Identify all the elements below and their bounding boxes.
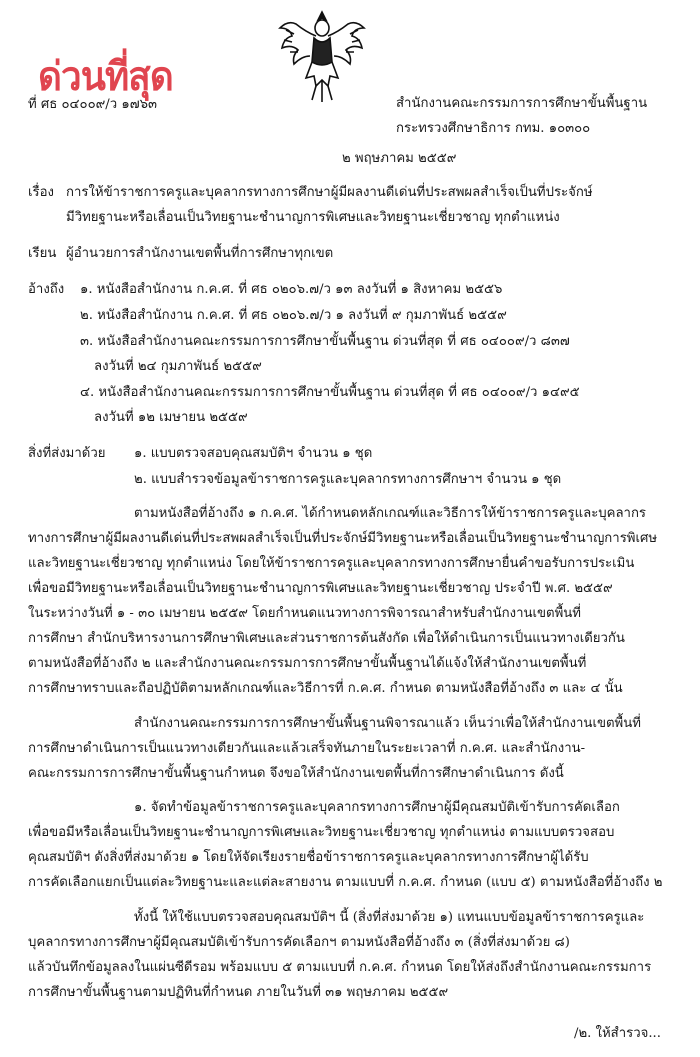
paragraph-line: การศึกษาทราบและถือปฏิบัติตามหลักเกณฑ์และวิธีการที่ ก.ค.ศ. กำหนด ตามหนังสือที่อ้างถึง ๓ และ ๔ นั้น bbox=[28, 681, 623, 696]
paragraph-line: ทั้งนี้ ให้ใช้แบบตรวจสอบคุณสมบัติฯ นี้ (สิ่งที่ส่งมาด้วย ๑) แทนแบบข้อมูลข้าราชการครูและ bbox=[134, 910, 645, 925]
reference-item: ๔. หนังสือสำนักงานคณะกรรมการการศึกษาขั้นพื้นฐาน ด่วนที่สุด ที่ ศธ ๐๔๐๐๙/ว ๑๔๙๕ bbox=[80, 385, 580, 400]
paragraph-line: ในระหว่างวันที่ ๑ - ๓๐ เมษายน ๒๕๕๙ โดยกำหนดแนวทางการพิจารณาสำหรับสำนักงานเขตพื้นที่ bbox=[28, 606, 581, 621]
to-label: เรียน bbox=[28, 246, 57, 261]
paragraph-line: คณะกรรมการการศึกษาขั้นพื้นฐานกำหนด จึงขอให้สำนักงานเขตพื้นที่การศึกษาดำเนินการ ดังนี้ bbox=[28, 766, 564, 781]
document-date: ๒ พฤษภาคม ๒๕๕๙ bbox=[342, 151, 457, 166]
paragraph-line: ตามหนังสือที่อ้างถึง ๒ และสำนักงานคณะกรรมการการศึกษาขั้นพื้นฐานได้แจ้งให้สำนักงานเขตพื้นที่ bbox=[28, 656, 587, 671]
enclosure-item: ๑. แบบตรวจสอบคุณสมบัติฯ จำนวน ๑ ชุด bbox=[134, 446, 373, 461]
paragraph-line: แล้วบันทึกข้อมูลลงในแผ่นซีดีรอม พร้อมแบบ ๕ ตามแบบที่ ก.ค.ศ. กำหนด โดยให้ส่งถึงสำนักงานคณะกรรมการ bbox=[28, 960, 652, 975]
document-number: ที่ ศธ ๐๔๐๐๙/ว ๑๗๖๓ bbox=[28, 97, 157, 112]
paragraph-line: การศึกษา สำนักบริหารงานการศึกษาพิเศษและส่วนราชการต้นสังกัด เพื่อให้ดำเนินการเป็นแนวทางเดียวกัน bbox=[28, 631, 625, 646]
paragraph-line: การศึกษาดำเนินการเป็นแนวทางเดียวกันและแล้วเสร็จทันภายในระยะเวลาที่ ก.ค.ศ. และสำนักงาน- bbox=[28, 741, 586, 756]
reference-item-cont: ลงวันที่ ๑๒ เมษายน ๒๕๕๙ bbox=[94, 410, 248, 425]
paragraph-line: ๑. จัดทำข้อมูลข้าราชการครูและบุคลากรทางการศึกษาผู้มีคุณสมบัติเข้ารับการคัดเลือก bbox=[134, 800, 620, 815]
enclosure-label: สิ่งที่ส่งมาด้วย bbox=[28, 446, 106, 461]
paragraph-line: สำนักงานคณะกรรมการการศึกษาขั้นพื้นฐานพิจารณาแล้ว เห็นว่าเพื่อให้สำนักงานเขตพื้นที่ bbox=[134, 716, 641, 731]
paragraph-line: ทางการศึกษาผู้มีผลงานดีเด่นที่ประสพผลสำเร็จเป็นที่ประจักษ์มีวิทยฐานะหรือเลื่อนเป็นวิทยฐานะชำนาญการพิเศษ bbox=[28, 531, 658, 546]
subject-label: เรื่อง bbox=[28, 185, 54, 200]
reference-item: ๓. หนังสือสำนักงานคณะกรรมการการศึกษาขั้นพื้นฐาน ด่วนที่สุด ที่ ศธ ๐๔๐๐๙/ว ๘๓๗ bbox=[80, 334, 570, 349]
reference-item: ๑. หนังสือสำนักงาน ก.ค.ศ. ที่ ศธ ๐๒๐๖.๗/ว ๑๓ ลงวันที่ ๑ สิงหาคม ๒๕๕๖ bbox=[80, 282, 503, 297]
page-continuation: /๒. ให้สำรวจ... bbox=[574, 1026, 661, 1041]
reference-label: อ้างถึง bbox=[28, 282, 65, 297]
reference-item-cont: ลงวันที่ ๒๔ กุมภาพันธ์ ๒๕๕๙ bbox=[94, 359, 262, 374]
enclosure-item: ๒. แบบสำรวจข้อมูลข้าราชการครูและบุคลากรทางการศึกษาฯ จำนวน ๑ ชุด bbox=[134, 472, 562, 487]
urgent-stamp: ด่วนที่สุด bbox=[38, 53, 173, 100]
office-address: กระทรวงศึกษาธิการ กทม. ๑๐๓๐๐ bbox=[396, 121, 591, 136]
subject-line-2: มีวิทยฐานะหรือเลื่อนเป็นวิทยฐานะชำนาญการพิเศษและวิทยฐานะเชี่ยวชาญ ทุกตำแหน่ง bbox=[66, 210, 560, 225]
paragraph-line: ตามหนังสือที่อ้างถึง ๑ ก.ค.ศ. ได้กำหนดหลักเกณฑ์และวิธีการให้ข้าราชการครูและบุคลากร bbox=[134, 506, 647, 521]
subject-line-1: การให้ข้าราชการครูและบุคลากรทางการศึกษาผู้มีผลงานดีเด่นที่ประสพผลสำเร็จเป็นที่ประจักษ์ bbox=[66, 185, 593, 200]
paragraph-line: เพื่อขอมีหรือเลื่อนเป็นวิทยฐานะชำนาญการพิเศษและวิทยฐานะเชี่ยวชาญ ทุกตำแหน่ง ตามแบบตรวจสอบ bbox=[28, 825, 615, 840]
reference-item: ๒. หนังสือสำนักงาน ก.ค.ศ. ที่ ศธ ๐๒๐๖.๗/ว ๑ ลงวันที่ ๙ กุมภาพันธ์ ๒๕๕๙ bbox=[80, 308, 507, 323]
paragraph-line: บุคลากรทางการศึกษาผู้มีคุณสมบัติเข้ารับการคัดเลือกฯ ตามหนังสือที่อ้างถึง ๓ (สิ่งที่ส่งมาด้วย ๘) bbox=[28, 935, 570, 950]
paragraph-line: และวิทยฐานะเชี่ยวชาญ ทุกตำแหน่ง โดยให้ข้าราชการครูและบุคลากรทางการศึกษายื่นคำขอรับการประเมิน bbox=[28, 556, 635, 571]
to-recipient: ผู้อำนวยการสำนักงานเขตพื้นที่การศึกษาทุกเขต bbox=[66, 246, 334, 261]
garuda-emblem-icon bbox=[276, 6, 368, 106]
paragraph-line: การคัดเลือกแยกเป็นแต่ละวิทยฐานะและแต่ละสายงาน ตามแบบที่ ก.ค.ศ. กำหนด (แบบ ๕) ตามหนังสือที่อ้างถึง ๒ bbox=[28, 875, 663, 890]
paragraph-line: เพื่อขอมีวิทยฐานะหรือเลื่อนเป็นวิทยฐานะชำนาญการพิเศษและวิทยฐานะเชี่ยวชาญ ประจำปี พ.ศ. ๒๕๕๙ bbox=[28, 581, 613, 596]
office-name: สำนักงานคณะกรรมการการศึกษาขั้นพื้นฐาน bbox=[396, 96, 648, 111]
paragraph-line: การศึกษาขั้นพื้นฐานตามปฏิทินที่กำหนด ภายในวันที่ ๓๑ พฤษภาคม ๒๕๕๙ bbox=[28, 985, 449, 1000]
paragraph-line: คุณสมบัติฯ ดังสิ่งที่ส่งมาด้วย ๑ โดยให้จัดเรียงรายชื่อข้าราชการครูและบุคลากรทางการศึกษาผู้ได้รับ bbox=[28, 850, 589, 865]
